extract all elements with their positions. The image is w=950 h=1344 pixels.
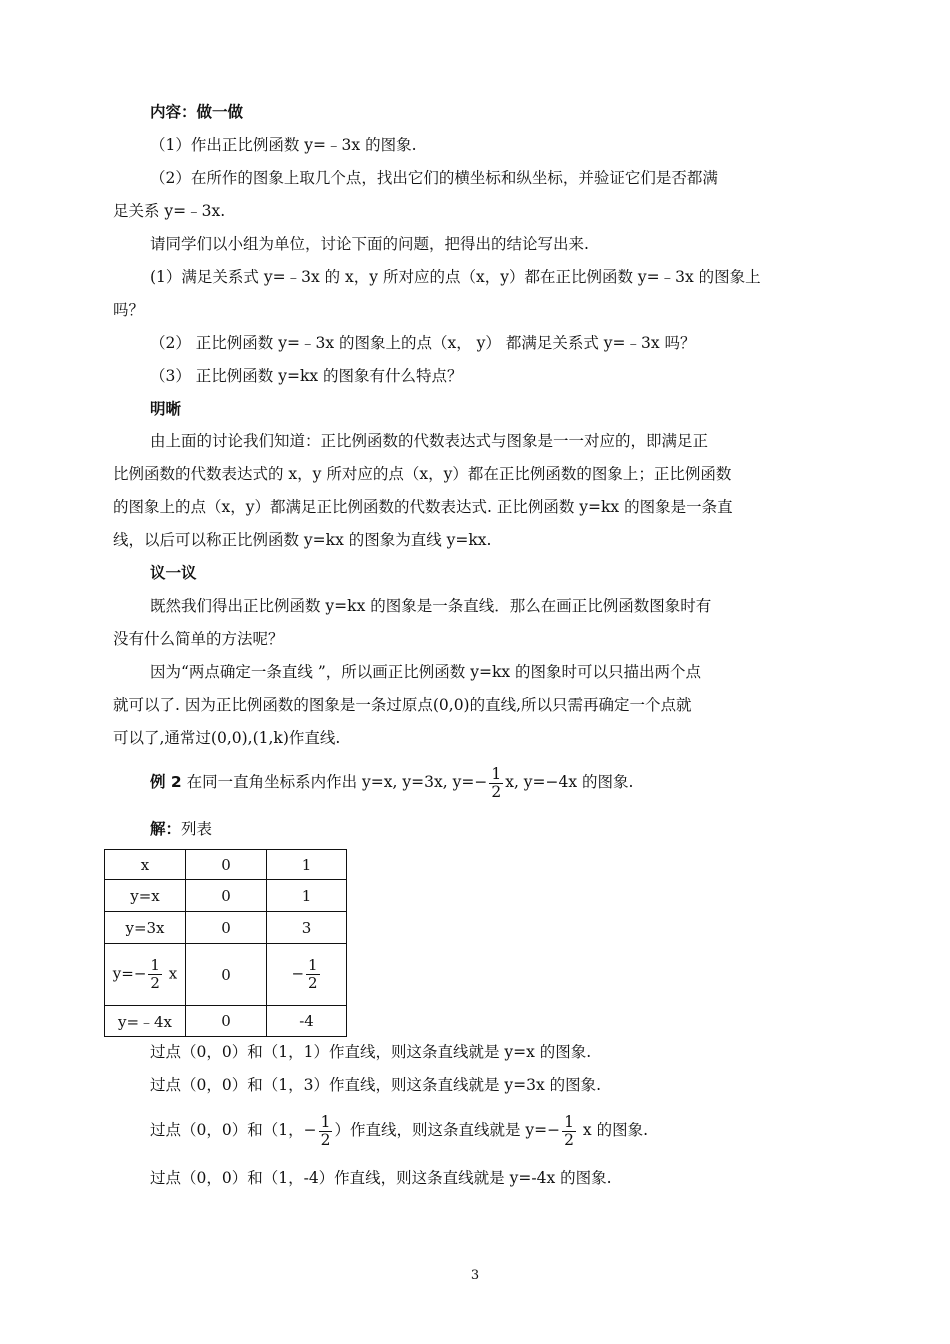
table-cell: 3	[267, 912, 347, 944]
table-row	[105, 912, 347, 944]
table-cell: -4	[267, 1006, 347, 1037]
page-number: 3	[470, 1268, 480, 1283]
solution-label: 解：	[150, 820, 182, 838]
table-row	[105, 850, 347, 880]
table-cell: − $\frac{1}{2}$	[267, 944, 347, 1006]
task-1: （1）作出正比例函数 y=﹣3x 的图象.	[150, 136, 417, 154]
table-cell: 0	[186, 880, 267, 912]
table-cell: 0	[186, 944, 267, 1006]
clear-line-2: 比例函数的代数表达式的 x，y 所对应的点（x，y）都在正比例函数的图象上；正比例函数	[113, 465, 732, 483]
table-cell: 0	[186, 912, 267, 944]
question-1-line-2: 吗？	[113, 301, 145, 319]
solution	[150, 818, 212, 840]
table-row	[105, 1006, 347, 1037]
table-row	[105, 944, 347, 1006]
example-text-pre: 在同一直角坐标系内作出 y=x, y=3x, y=−	[186, 773, 488, 791]
discuss-intro: 请同学们以小组为单位，讨论下面的问题，把得出的结论写出来.	[150, 235, 589, 253]
table-cell: y=3x	[105, 912, 186, 944]
clear-line-4: 线，以后可以称正比例函数 y=kx 的图象为直线 y=kx.	[113, 531, 492, 549]
table-cell: x	[105, 850, 186, 880]
solution-text: 列表	[181, 820, 213, 838]
example-2	[150, 762, 634, 802]
think-line-2: 没有什么简单的方法呢？	[113, 630, 284, 648]
clear-title: 明晰	[150, 400, 182, 418]
table-cell: 0	[186, 1006, 267, 1037]
table-row	[105, 880, 347, 912]
table-cell: 1	[267, 880, 347, 912]
think-line-1: 既然我们得出正比例函数 y=kx 的图象是一条直线．那么在画正比例函数图象时有	[150, 597, 712, 615]
through-line-4: 过点（0，0）和（1，-4）作直线，则这条直线就是 y=-4x 的图象.	[150, 1169, 612, 1187]
task-2-line-2: 足关系 y=﹣3x.	[113, 202, 226, 220]
question-2: （2） 正比例函数 y=﹣3x 的图象上的点（x， y） 都满足关系式 y=﹣3x 吗？	[150, 334, 696, 352]
table-cell: 1	[267, 850, 347, 880]
clear-line-3: 的图象上的点（x，y）都满足正比例函数的代数表达式. 正比例函数 y=kx 的图象是一条直	[113, 498, 733, 516]
example-label: 例 2	[150, 773, 182, 791]
because-line-1: 因为“两点确定一条直线 ”，所以画正比例函数 y=kx 的图象时可以只描出两个点	[150, 663, 702, 681]
table-cell: y=﹣4x	[105, 1006, 186, 1037]
table-cell: 0	[186, 850, 267, 880]
think-title: 议一议	[150, 564, 197, 582]
section-title: 内容：做一做	[150, 103, 244, 121]
through-line-1: 过点（0，0）和（1，1）作直线，则这条直线就是 y=x 的图象.	[150, 1043, 592, 1061]
because-line-3: 可以了,通常过(0,0),(1,k)作直线.	[113, 729, 341, 747]
task-2-line-1: （2）在所作的图象上取几个点，找出它们的横坐标和纵坐标，并验证它们是否都满	[150, 169, 718, 187]
through-line-3: 过点（0，0）和（1，− $\frac{1}{2}$ ）作直线，则这条直线就是 y=− $\frac{1}{2}$ x 的图象.	[150, 1112, 649, 1149]
question-3: （3） 正比例函数 y=kx 的图象有什么特点？	[150, 367, 463, 385]
table-cell: y=x	[105, 880, 186, 912]
because-line-2: 就可以了. 因为正比例函数的图象是一条过原点(0,0)的直线,所以只需再确定一个点就	[113, 696, 692, 714]
example-text-post: x, y=−4x 的图象.	[505, 773, 634, 791]
value-table	[104, 849, 347, 1037]
through-line-2: 过点（0，0）和（1，3）作直线，则这条直线就是 y=3x 的图象.	[150, 1076, 602, 1094]
question-1-line-1: (1）满足关系式 y=﹣3x 的 x，y 所对应的点（x，y）都在正比例函数 y=﹣3x 的图象上	[150, 268, 761, 286]
clear-line-1: 由上面的讨论我们知道：正比例函数的代数表达式与图象是一一对应的，即满足正	[150, 432, 709, 450]
table-cell: y=− $\frac{1}{2}$ x	[105, 944, 186, 1006]
fraction-half: $\frac{1}{2}$	[491, 764, 502, 801]
